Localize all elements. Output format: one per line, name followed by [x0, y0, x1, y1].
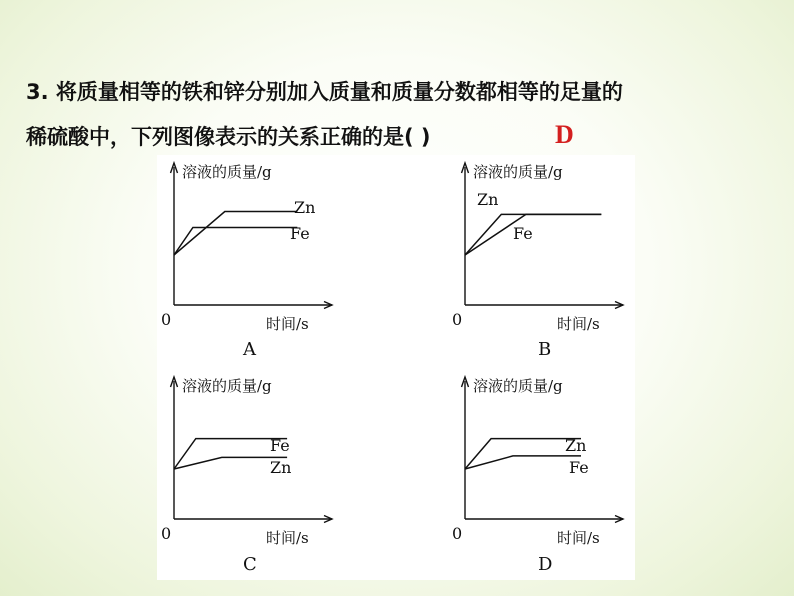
series-line-d-fe	[465, 456, 581, 469]
series-line-b-zn	[465, 214, 601, 255]
question-line-2: 稀硫酸中，下列图像表示的关系正确的是( )	[26, 125, 431, 149]
series-label-a-fe: Fe	[290, 224, 310, 243]
answer-mark: D	[555, 120, 574, 149]
series-label-d-zn: Zn	[565, 436, 587, 455]
series-label-c-zn: Zn	[270, 458, 292, 477]
origin-label-a: 0	[161, 310, 172, 329]
panel-letter-d: D	[538, 554, 553, 575]
y-axis-label-c: 溶液的质量/g	[182, 377, 272, 395]
x-axis-label-d: 时间/s	[557, 529, 600, 547]
series-line-b-fe	[465, 214, 601, 255]
series-label-d-fe: Fe	[569, 458, 589, 477]
question-text	[26, 70, 776, 160]
x-axis-label-c: 时间/s	[266, 529, 309, 547]
origin-label-d: 0	[452, 524, 463, 543]
series-label-b-fe: Fe	[513, 224, 533, 243]
panel-letter-b: B	[538, 339, 552, 360]
graph-options-figure	[157, 155, 635, 580]
x-axis-label-a: 时间/s	[266, 315, 309, 333]
question-line-1: 3. 将质量相等的铁和锌分别加入质量和质量分数都相等的足量的	[26, 80, 623, 104]
y-axis-label-d: 溶液的质量/g	[473, 377, 563, 395]
series-label-a-zn: Zn	[294, 198, 316, 217]
y-axis-label-a: 溶液的质量/g	[182, 163, 272, 181]
series-line-a-fe	[174, 228, 297, 256]
origin-label-c: 0	[161, 524, 172, 543]
panel-letter-c: C	[243, 554, 257, 575]
series-label-b-zn: Zn	[477, 190, 499, 209]
series-line-a-zn	[174, 212, 297, 256]
panel-letter-a: A	[243, 339, 256, 360]
figure-panel	[157, 155, 635, 580]
x-axis-label-b: 时间/s	[557, 315, 600, 333]
series-label-c-fe: Fe	[270, 436, 290, 455]
origin-label-b: 0	[452, 310, 463, 329]
y-axis-label-b: 溶液的质量/g	[473, 163, 563, 181]
